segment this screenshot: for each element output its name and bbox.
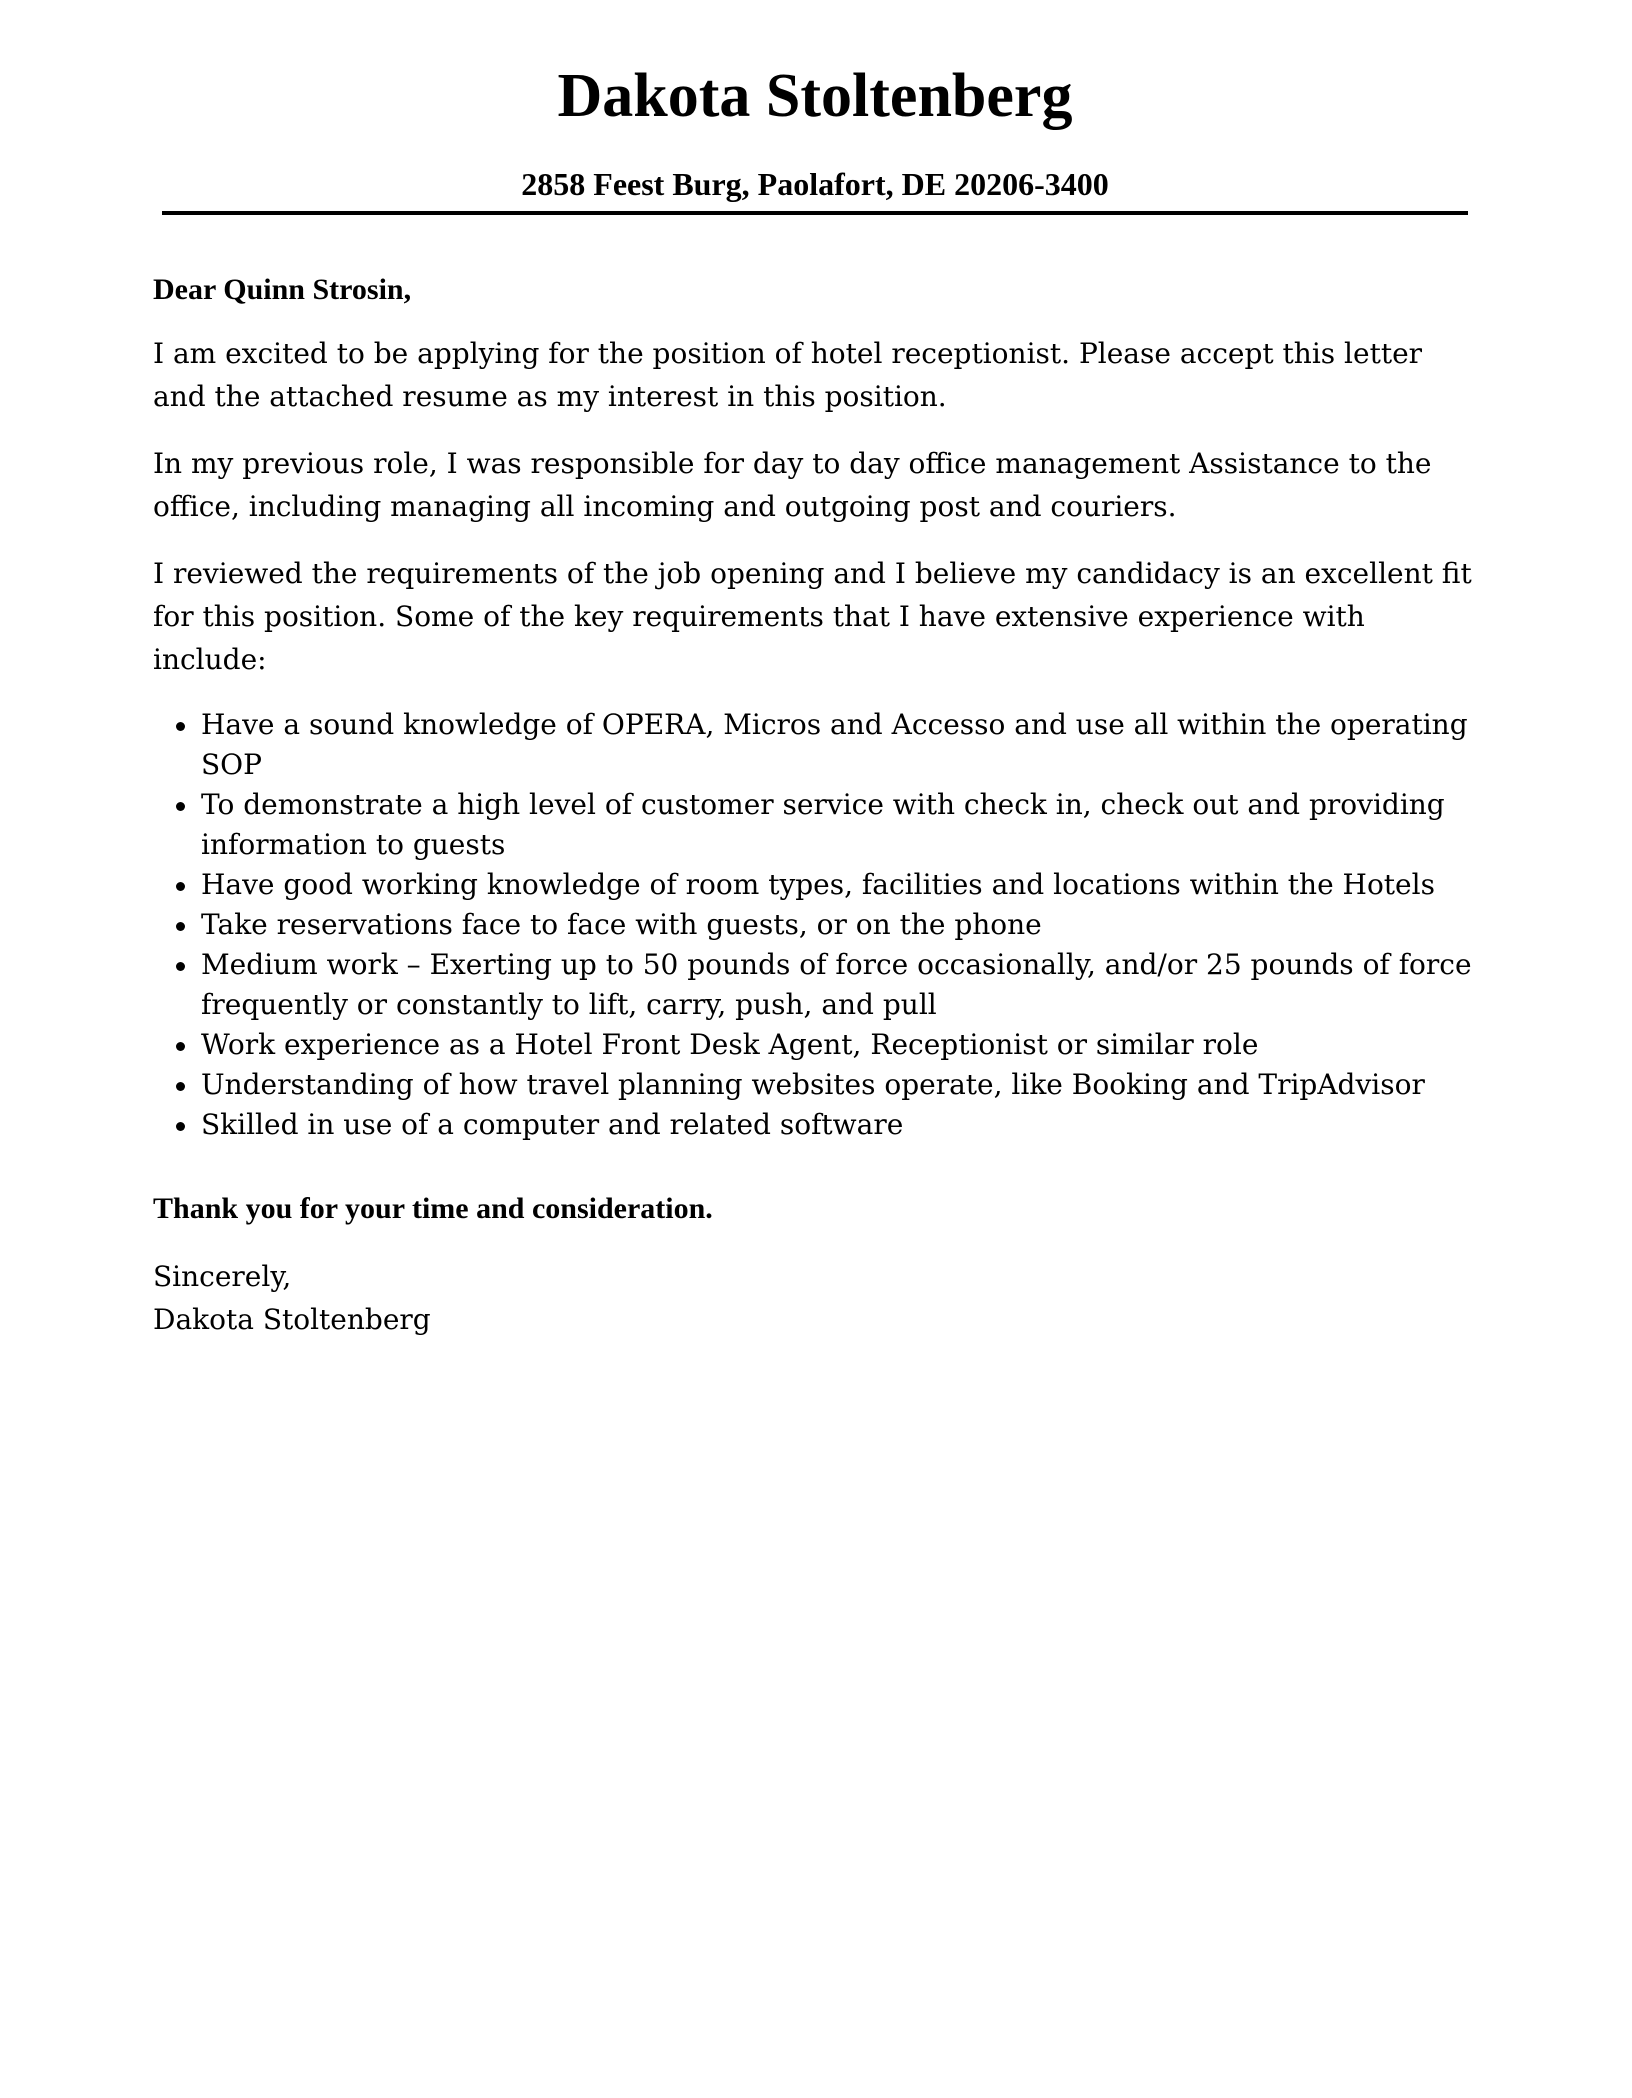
paragraph-intro: I am excited to be applying for the position of hotel receptionist. Please accept this letter and the attached resume as my interest in this position. (153, 337, 1423, 413)
list-item: Work experience as a Hotel Front Desk Agent, Receptionist or similar role (201, 1025, 1473, 1065)
list-item: To demonstrate a high level of customer service with check in, check out and providing information to guests (201, 785, 1473, 865)
sender-name: Dakota Stoltenberg (557, 62, 1073, 130)
list-item: Understanding of how travel planning websites operate, like Booking and TripAdvisor (201, 1065, 1473, 1105)
signoff: Sincerely, (153, 1260, 292, 1293)
list-item: Skilled in use of a computer and related software (201, 1105, 1473, 1145)
requirements-list (153, 705, 1473, 1145)
letter-header (162, 56, 1468, 202)
paragraph-requirements-intro: I reviewed the requirements of the job opening and I believe my candidacy is an excellent fit for this position. Some of the key requirements that I have extensive experience with include: (153, 557, 1472, 676)
signature-name: Dakota Stoltenberg (153, 1303, 431, 1336)
letter-body (153, 270, 1473, 1341)
sender-address: 2858 Feest Burg, Paolafort, DE 20206-3400 (521, 166, 1109, 202)
paragraph-previous-role: In my previous role, I was responsible for day to day office management Assistance to the office, including managing all incoming and outgoing post and couriers. (153, 447, 1432, 523)
list-item: Take reservations face to face with guests, or on the phone (201, 905, 1473, 945)
salutation: Dear Quinn Strosin, (153, 273, 412, 306)
closing-line: Thank you for your time and consideration. (153, 1192, 713, 1225)
list-item: Have good working knowledge of room types, facilities and locations within the Hotels (201, 865, 1473, 905)
list-item: Medium work – Exerting up to 50 pounds of force occasionally, and/or 25 pounds of force frequently or constantly to lift, carry, push, and pull (201, 945, 1473, 1025)
header-divider (162, 211, 1468, 215)
list-item: Have a sound knowledge of OPERA, Micros and Accesso and use all within the operating SOP (201, 705, 1473, 785)
